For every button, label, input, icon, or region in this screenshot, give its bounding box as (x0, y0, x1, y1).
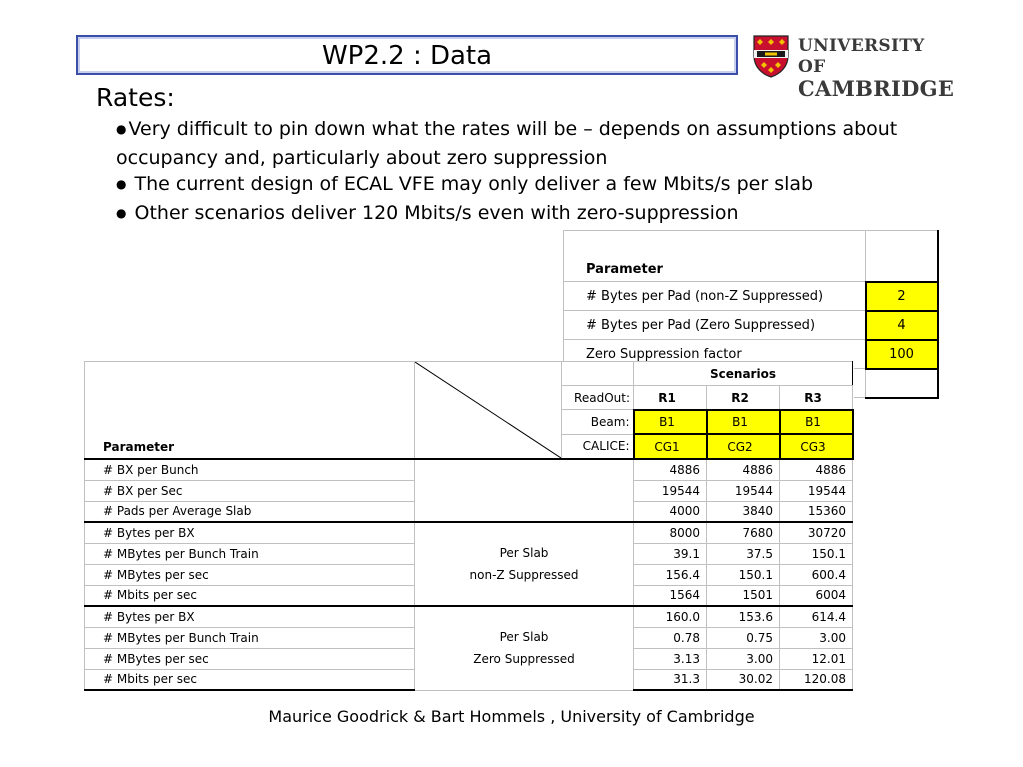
row-value: 30720 (780, 522, 853, 543)
row-value: 614.4 (780, 606, 853, 627)
row-value: 30.02 (707, 669, 780, 690)
parameter-label: # Bytes per Pad (Zero Suppressed) (564, 311, 866, 340)
logo-wordmark (798, 36, 954, 99)
readout-value: R3 (780, 386, 853, 410)
row-value: 12.01 (780, 648, 853, 669)
bullet-item (116, 171, 946, 200)
row-value: 4886 (780, 459, 853, 480)
row-label: # Mbits per sec (85, 669, 415, 690)
row-label: # Bytes per BX (85, 606, 415, 627)
row-value: 8000 (634, 522, 707, 543)
diagonal-line (415, 362, 561, 458)
university-logo (752, 34, 955, 101)
row-value: 7680 (707, 522, 780, 543)
group-cell-non-z (415, 522, 634, 606)
row-value: 4000 (634, 501, 707, 522)
group-cell-zero-suppressed (415, 606, 634, 690)
row-value: 6004 (780, 585, 853, 606)
empty-cell (866, 369, 938, 398)
row-value: 0.75 (707, 627, 780, 648)
bullet-item (116, 116, 946, 171)
empty-cell (866, 231, 938, 282)
row-value: 600.4 (780, 564, 853, 585)
scenario-parameter-header: Parameter (85, 362, 415, 460)
bullet-dot-icon: ● (116, 205, 127, 220)
row-value: 0.78 (634, 627, 707, 648)
calice-label: CALICE: (562, 434, 634, 459)
beam-value: B1 (707, 410, 780, 434)
parameter-value: 4 (866, 311, 938, 340)
row-value: 15360 (780, 501, 853, 522)
slide-footer: Maurice Goodrick & Bart Hommels , University of Cambridge (268, 707, 755, 726)
row-value: 3.00 (780, 627, 853, 648)
row-value: 150.1 (780, 543, 853, 564)
beam-value: B1 (634, 410, 707, 434)
parameter-label: Zero Suppression factor (564, 340, 866, 369)
row-label: # BX per Bunch (85, 459, 415, 480)
scenarios-header: Scenarios (634, 362, 853, 386)
row-value: 3840 (707, 501, 780, 522)
group-line-2: non-Z Suppressed (469, 568, 579, 582)
empty-cell (562, 362, 634, 386)
row-value: 19544 (634, 480, 707, 501)
row-value: 3.13 (634, 648, 707, 669)
logo-line-2: CAMBRIDGE (798, 76, 955, 101)
bullet-text: Very difficult to pin down what the rates will be – depends on assumptions about occupancy and, particularly about zero suppression (116, 118, 898, 169)
row-value: 160.0 (634, 606, 707, 627)
row-value: 120.08 (780, 669, 853, 690)
parameter-value: 2 (866, 282, 938, 311)
row-label: # Pads per Average Slab (85, 501, 415, 522)
row-value: 4886 (634, 459, 707, 480)
bullet-list (116, 116, 946, 228)
row-label: # MBytes per sec (85, 648, 415, 669)
row-value: 150.1 (707, 564, 780, 585)
cambridge-crest-icon (752, 34, 790, 78)
parameter-label: # Bytes per Pad (non-Z Suppressed) (564, 282, 866, 311)
row-value: 3.00 (707, 648, 780, 669)
row-label: # BX per Sec (85, 480, 415, 501)
row-value: 37.5 (707, 543, 780, 564)
table-row (85, 459, 853, 480)
row-value: 1564 (634, 585, 707, 606)
scenario-header-row (85, 362, 853, 386)
row-value: 19544 (780, 480, 853, 501)
table-row (85, 522, 853, 543)
rates-heading: Rates: (96, 83, 175, 112)
bullet-item (116, 200, 946, 229)
bullet-dot-icon: ● (116, 177, 127, 191)
group-cell-empty (415, 459, 634, 522)
calice-value: CG1 (634, 434, 707, 459)
beam-value: B1 (780, 410, 853, 434)
calice-value: CG3 (780, 434, 853, 459)
bullet-dot-icon: ● (116, 122, 127, 136)
calice-value: CG2 (707, 434, 780, 459)
parameter-row (564, 282, 938, 311)
row-value: 153.6 (707, 606, 780, 627)
diagonal-cell (415, 362, 562, 460)
row-value: 1501 (707, 585, 780, 606)
group-line-1: Per Slab (499, 630, 549, 645)
parameter-header: Parameter (564, 231, 866, 282)
row-label: # MBytes per Bunch Train (85, 627, 415, 648)
row-value: 156.4 (634, 564, 707, 585)
bullet-text: Other scenarios deliver 120 Mbits/s even with zero-suppression (128, 201, 739, 224)
scenario-table (84, 361, 854, 691)
group-line-2: Zero Suppressed (473, 652, 575, 667)
readout-value: R1 (634, 386, 707, 410)
group-line-1: Per Slab (499, 546, 549, 560)
row-value: 39.1 (634, 543, 707, 564)
bullet-text: The current design of ECAL VFE may only deliver a few Mbits/s per slab (128, 173, 814, 195)
logo-line-1: UNIVERSITY OF (798, 36, 925, 77)
row-value: 31.3 (634, 669, 707, 690)
readout-value: R2 (707, 386, 780, 410)
row-label: # Mbits per sec (85, 585, 415, 606)
table-row (85, 606, 853, 627)
parameter-row (564, 311, 938, 340)
row-label: # MBytes per sec (85, 564, 415, 585)
row-value: 19544 (707, 480, 780, 501)
row-label: # MBytes per Bunch Train (85, 543, 415, 564)
parameter-table-header-row (564, 231, 938, 282)
row-value: 4886 (707, 459, 780, 480)
row-label: # Bytes per BX (85, 522, 415, 543)
readout-label: ReadOut: (562, 386, 634, 410)
beam-label: Beam: (562, 410, 634, 434)
parameter-value: 100 (866, 340, 938, 369)
slide-title: WP2.2 : Data (76, 35, 738, 75)
